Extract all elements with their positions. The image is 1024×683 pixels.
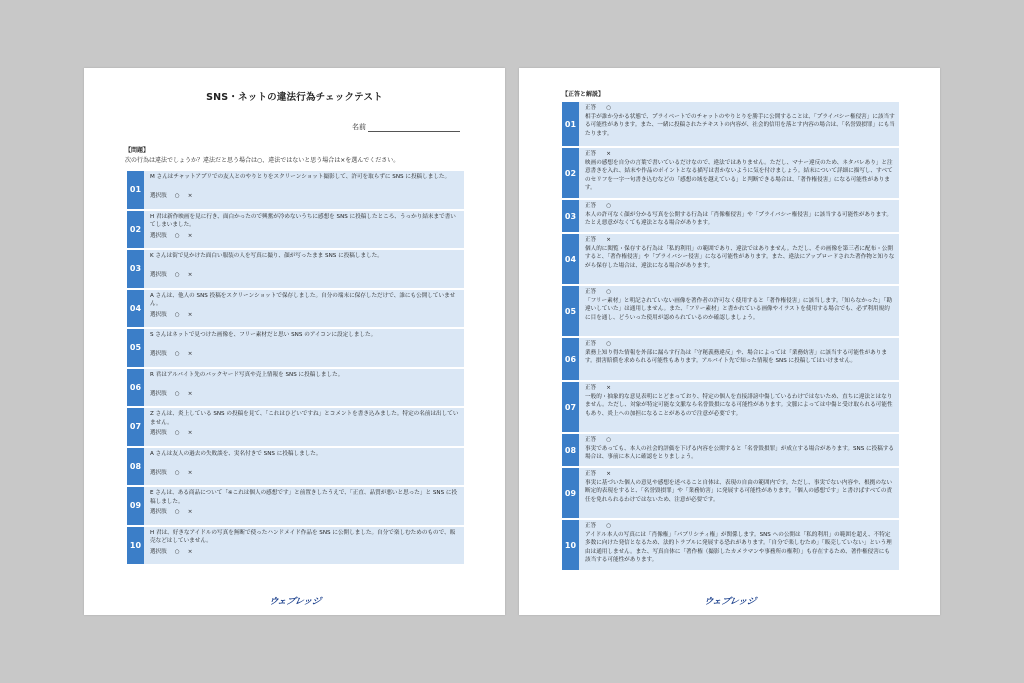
answer-label: 正答 xyxy=(585,105,597,111)
answer-head xyxy=(585,470,895,479)
question-body xyxy=(144,290,464,328)
answer-head xyxy=(585,236,895,245)
choice-x-option[interactable]: × xyxy=(187,311,193,318)
question-text: Z さんは、炎上している SNS の投稿を見て、「これはひどいですね」とコメントを書き込みました。特定の名前は出していません。 xyxy=(150,411,459,426)
answer-mark: ○ xyxy=(606,523,612,529)
answer-label: 正答 xyxy=(585,385,597,391)
answer-mark: × xyxy=(606,385,611,391)
question-number: 05 xyxy=(127,329,144,367)
answer-explanation: 相手が誰か分かる状態で、プライベートでのチャットのやりとりを勝手に公開することは、「プライバシー権侵害」に該当する可能性があります。また、一緒に投稿されたテキストの内容が、社会的信用を落とす内容の場合は、「名誉毀損罪」にも当たります。 xyxy=(585,113,895,137)
question-body xyxy=(144,211,464,249)
answer-row xyxy=(562,468,899,518)
answer-body xyxy=(579,338,899,380)
answer-mark: ○ xyxy=(606,341,612,347)
choice-row xyxy=(150,390,460,399)
name-label: 名前 xyxy=(352,123,366,131)
question-body xyxy=(144,448,464,486)
choice-x-option[interactable]: × xyxy=(187,509,193,515)
question-number: 08 xyxy=(127,448,144,486)
name-underline xyxy=(368,123,460,132)
choice-label: 選択肢 xyxy=(150,311,167,318)
answer-label: 正答 xyxy=(585,523,597,529)
answer-number: 09 xyxy=(562,468,579,518)
choice-label: 選択肢 xyxy=(150,390,167,397)
choice-x-option[interactable]: × xyxy=(187,469,193,476)
answer-mark: × xyxy=(606,151,611,157)
answer-label: 正答 xyxy=(585,437,597,443)
question-text: E さんは、ある商品について「※これは個人の感想です」と前置きしたうえで、「正直、品質が悪いと思った」と SNS に投稿しました。 xyxy=(150,490,458,505)
instruction-text: 次の行為は違法でしょうか？違法だと思う場合は○、違法ではないと思う場合は×を選んでください。 xyxy=(125,157,400,164)
choice-o-option[interactable]: ○ xyxy=(174,509,180,515)
choice-row xyxy=(150,429,460,438)
answer-explanation: 事実に基づいた個人の意見や感想を述べること自体は、表現の自由の範囲内です。ただし、事実でない内容や、根拠のない断定的表現をすると、「名誉毀損罪」や「業務妨害」に発展する可能性があります。「個人の感想です」と書けばすべての責任を免れられるわけではないため、注意が必要です。 xyxy=(585,479,893,503)
choice-x-option[interactable]: × xyxy=(187,351,193,357)
choice-x-option[interactable]: × xyxy=(187,390,193,397)
answer-body xyxy=(579,468,899,518)
choice-row xyxy=(150,271,460,280)
choice-x-option[interactable]: × xyxy=(187,232,193,239)
choice-o-option[interactable]: ○ xyxy=(174,193,180,199)
answer-row xyxy=(562,148,899,198)
answer-body xyxy=(579,286,899,336)
choice-o-option[interactable]: ○ xyxy=(174,351,180,357)
choice-label: 選択肢 xyxy=(150,548,167,555)
question-body xyxy=(144,527,464,565)
choice-o-option[interactable]: ○ xyxy=(174,232,180,239)
question-row xyxy=(127,408,464,446)
choice-label: 選択肢 xyxy=(150,430,167,436)
question-row xyxy=(127,527,464,565)
answer-mark: × xyxy=(606,471,611,477)
answer-mark: ○ xyxy=(606,105,612,111)
choice-row xyxy=(150,232,460,241)
answer-row xyxy=(562,434,899,466)
choice-o-option[interactable]: ○ xyxy=(174,469,180,476)
question-text: S さんはネットで見つけた画像を、フリー素材だと思い SNS のアイコンに設定しました。 xyxy=(150,332,377,338)
answer-row xyxy=(562,286,899,336)
question-row xyxy=(127,211,464,249)
answer-head xyxy=(585,384,895,393)
answer-number: 08 xyxy=(562,434,579,466)
question-body xyxy=(144,487,464,525)
question-text: K さんは街で見かけた面白い服装の人を写真に撮り、顔が写ったまま SNS に投稿しました。 xyxy=(150,253,383,259)
answer-list xyxy=(562,102,899,572)
choice-x-option[interactable]: × xyxy=(187,272,193,278)
question-number: 03 xyxy=(127,250,144,288)
answer-body xyxy=(579,234,899,284)
answer-body xyxy=(579,434,899,466)
answer-body xyxy=(579,200,899,232)
answer-label: 正答 xyxy=(585,341,597,347)
answer-row xyxy=(562,234,899,284)
answer-row xyxy=(562,520,899,570)
question-row xyxy=(127,290,464,328)
section-label-questions: 【問題】 xyxy=(125,147,150,154)
question-row xyxy=(127,369,464,407)
answer-body xyxy=(579,382,899,432)
question-number: 10 xyxy=(127,527,144,565)
brand-logo: ウェブレッジ xyxy=(267,597,321,607)
choice-x-option[interactable]: × xyxy=(187,193,193,199)
question-list xyxy=(127,171,464,566)
choice-o-option[interactable]: ○ xyxy=(174,311,180,318)
choice-row xyxy=(150,548,460,557)
answer-body xyxy=(579,148,899,198)
answer-number: 10 xyxy=(562,520,579,570)
choice-o-option[interactable]: ○ xyxy=(174,272,180,278)
answer-mark: ○ xyxy=(606,289,612,295)
choice-o-option[interactable]: ○ xyxy=(174,430,180,436)
question-text: H 君は新作映画を見に行き、面白かったので興奮が冷めないうちに感想を SNS に投稿したところ、うっかり結末まで書いてしまいました。 xyxy=(150,213,456,228)
name-field xyxy=(352,122,460,132)
choice-label: 選択肢 xyxy=(150,232,167,239)
question-row xyxy=(127,250,464,288)
answer-label: 正答 xyxy=(585,237,597,243)
question-number: 01 xyxy=(127,171,144,209)
answer-head xyxy=(585,288,895,297)
answer-head xyxy=(585,436,895,445)
answer-sheet xyxy=(519,68,940,615)
answer-head xyxy=(585,150,895,159)
answer-label: 正答 xyxy=(585,203,597,209)
choice-label: 選択肢 xyxy=(150,272,167,278)
answer-explanation: 個人的に閲覧・保存する行為は「私的利用」の範囲であり、違法ではありません。ただし、その画像を第三者に配布・公開すると、「著作権侵害」や「プライバシー侵害」になる可能性があります。また、違法にアップロードされた著作物と知りながら保存した場合は、違法になる場合があります。 xyxy=(585,245,895,269)
answer-mark: ○ xyxy=(606,203,612,209)
choice-label: 選択肢 xyxy=(150,509,167,515)
answer-row xyxy=(562,382,899,432)
question-text: A さんは、他人の SNS 投稿をスクリーンショットで保存しました。自分の端末に保存しただけで、誰にも公開していません。 xyxy=(150,292,456,307)
question-text: M さんはチャットアプリでの友人とのやりとりをスクリーンショット撮影して、許可を取らずに SNS に投稿しました。 xyxy=(150,174,451,180)
page-title: SNS・ネットの違法行為チェックテスト xyxy=(206,92,383,103)
question-row xyxy=(127,329,464,367)
choice-row xyxy=(150,469,460,478)
answer-explanation: 一般的・抽象的な意見表明にとどまっており、特定の個人を直接誹謗中傷しているわけではないため、直ちに違法とはなりません。ただし、対象が特定可能な文脈なら名誉毀損になる可能性があります。文脈によっては中傷と受け取られる可能性もあり、炎上への加担になることがあるので注意が必要です。 xyxy=(585,393,893,417)
answer-explanation: 「フリー素材」と明記されていない画像を著作者の許可なく使用すると「著作権侵害」に該当します。「知らなかった」「勘違いしていた」は通用しません。また、「フリー素材」と書かれている画像やイラストを使用する場合でも、必ず利用規約に目を通し、どういった使用が認められているのか確認しましょう。 xyxy=(585,297,892,321)
question-body xyxy=(144,329,464,367)
question-body xyxy=(144,250,464,288)
answer-head xyxy=(585,104,895,113)
answer-label: 正答 xyxy=(585,151,597,157)
answer-head xyxy=(585,202,895,211)
brand-logo: ウェブレッジ xyxy=(702,597,756,607)
answer-mark: ○ xyxy=(606,437,612,443)
question-body xyxy=(144,369,464,407)
answer-number: 02 xyxy=(562,148,579,198)
answer-number: 01 xyxy=(562,102,579,146)
answer-mark: × xyxy=(606,237,611,243)
choice-row xyxy=(150,311,460,320)
choice-o-option[interactable]: ○ xyxy=(174,390,180,397)
section-label-answers: 【正答と解説】 xyxy=(562,91,605,98)
answer-body xyxy=(579,102,899,146)
question-text: H 君は、好きなアイドルの写真を無断で使ったハンドメイド作品を SNS に公開しました。自分で楽しむためのもので、販売などはしていません。 xyxy=(150,529,456,544)
answer-explanation: 映画の感想を自分の言葉で書いているだけなので、違法ではありません。ただし、マナー違反のため、ネタバレあり」と注意書きを入れ、結末や作品のポイントとなる描写は書かないように気を付けましょう。結末について詳細に描写し、すべてのセリフを一字一句書き込むなどの「感想の域を越えている」と判断できる場合は、「著作権侵害」になる可能性があります。 xyxy=(585,159,893,191)
question-body xyxy=(144,171,464,209)
question-text: A さんは友人の過去の失敗談を、実名付きで SNS に投稿しました。 xyxy=(150,450,322,457)
answer-row xyxy=(562,338,899,380)
answer-explanation: アイドル本人の写真には「肖像権」「パブリシティ権」が関係します。SNS への公開は「私的利用」の範囲を超え、不特定多数に向けた発信となるため、法的トラブルに発展する恐れがあります。「自分で楽しむため」「販売していない」という理由は通用しません。また、写真自体に「著作権（撮影したカメラマンや事務所の権利）」も存在するため、著作権侵害にも該当する可能性があります。 xyxy=(585,531,892,563)
answer-number: 05 xyxy=(562,286,579,336)
choice-row xyxy=(150,508,460,517)
choice-x-option[interactable]: × xyxy=(187,548,193,555)
answer-body xyxy=(579,520,899,570)
question-number: 09 xyxy=(127,487,144,525)
question-number: 06 xyxy=(127,369,144,407)
answer-explanation: 業務上知り得た情報を外部に漏らす行為は「守秘義務違反」や、場合によっては「業務妨害」に該当する可能性があります。損害賠償を求められる可能性もあります。アルバイト先で知った情報を SNS に投稿してはいけません。 xyxy=(585,349,887,364)
choice-label: 選択肢 xyxy=(150,351,167,357)
answer-number: 07 xyxy=(562,382,579,432)
answer-explanation: 本人の許可なく顔が分かる写真を公開する行為は「肖像権侵害」や「プライバシー権侵害」に該当する可能性があります。たとえ悪意がなくても違法となる場合があります。 xyxy=(585,211,892,226)
answer-row xyxy=(562,102,899,146)
question-number: 04 xyxy=(127,290,144,328)
answer-explanation: 事実であっても、本人の社会的評価を下げる内容を公開すると「名誉毀損罪」が成立する場合があります。SNS に投稿する場合は、事前に本人に確認をとりましょう。 xyxy=(585,445,895,460)
answer-row xyxy=(562,200,899,232)
question-row xyxy=(127,448,464,486)
answer-label: 正答 xyxy=(585,471,597,477)
answer-number: 06 xyxy=(562,338,579,380)
question-sheet xyxy=(84,68,505,615)
choice-label: 選択肢 xyxy=(150,469,167,476)
question-body xyxy=(144,408,464,446)
answer-number: 03 xyxy=(562,200,579,232)
answer-label: 正答 xyxy=(585,289,597,295)
question-text: R 君はアルバイト先のバックヤード写真や売上情報を SNS に投稿しました。 xyxy=(150,371,344,378)
choice-label: 選択肢 xyxy=(150,193,167,199)
question-row xyxy=(127,171,464,209)
choice-o-option[interactable]: ○ xyxy=(174,548,180,555)
answer-head xyxy=(585,522,895,531)
answer-head xyxy=(585,340,895,349)
question-number: 07 xyxy=(127,408,144,446)
question-row xyxy=(127,487,464,525)
answer-number: 04 xyxy=(562,234,579,284)
choice-row xyxy=(150,350,460,359)
choice-x-option[interactable]: × xyxy=(187,430,193,436)
choice-row xyxy=(150,192,460,201)
question-number: 02 xyxy=(127,211,144,249)
